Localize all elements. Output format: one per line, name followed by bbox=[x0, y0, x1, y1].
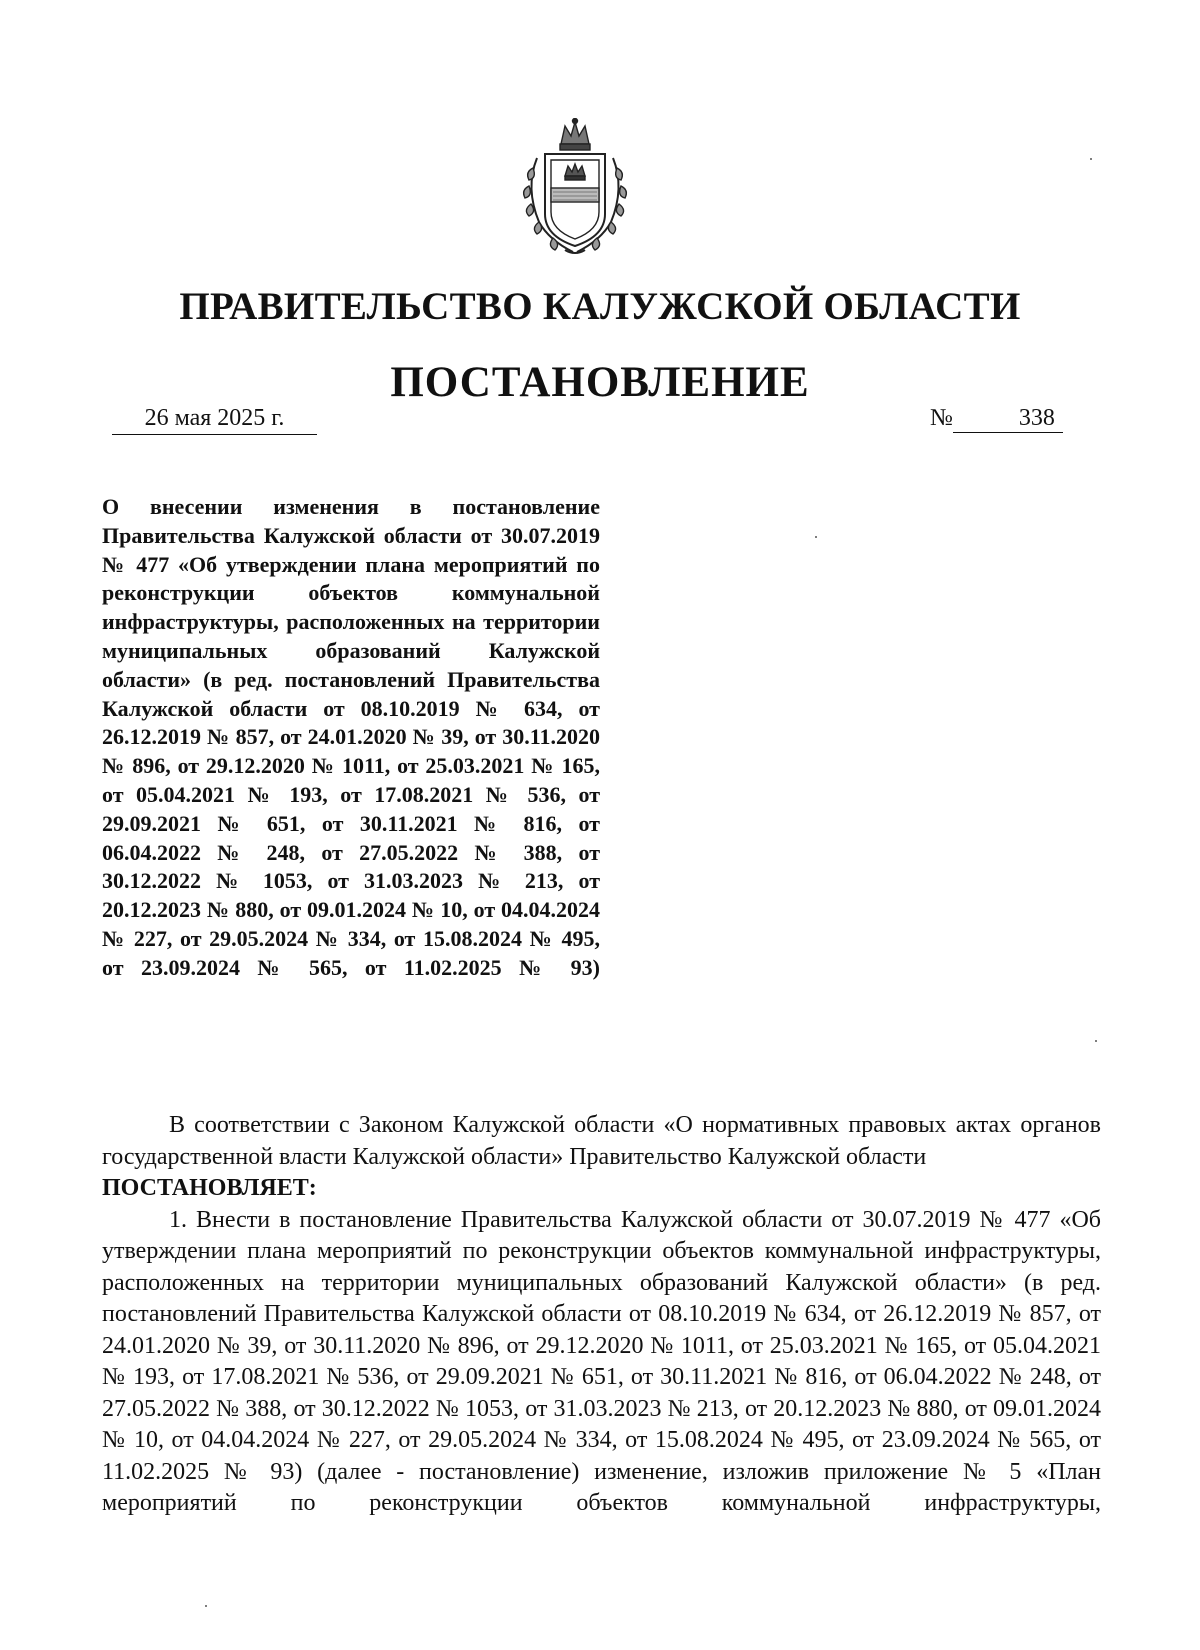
document-number: 338 bbox=[953, 405, 1063, 433]
resolves-word: ПОСТАНОВЛЯЕТ: bbox=[102, 1175, 317, 1201]
government-title: ПРАВИТЕЛЬСТВО КАЛУЖСКОЙ ОБЛАСТИ bbox=[179, 285, 1021, 328]
number-label: № bbox=[930, 405, 953, 431]
scan-speck bbox=[1095, 1040, 1097, 1042]
scan-speck bbox=[815, 536, 817, 538]
preamble-paragraph bbox=[102, 1110, 1101, 1205]
coat-of-arms-icon bbox=[515, 118, 635, 256]
document-number-field bbox=[930, 405, 1063, 433]
preamble-text: В соответствии с Законом Калужской области «О нормативных правовых актах органов государственной власти Калужской области» Правительство Калужской области bbox=[102, 1112, 1101, 1170]
document-date: 26 мая 2025 г. bbox=[112, 405, 317, 435]
scan-speck bbox=[205, 1605, 207, 1607]
item-1-paragraph: 1. Внести в постановление Правительства Калужской области от 30.07.2019 № 477 «Об утверждении плана мероприятий по реконструкции объектов коммунальной инфраструктуры, расположенных на территории муниципальных образований Калужской области» (в ред. постановлений Правительства Калужской области от 08.10.2019 № 634, от 26.12.2019 № 857, от 24.01.2020 № 39, от 30.11.2020 № 896, от 29.12.2020 № 1011, от 25.03.2021 № 165, от 05.04.2021 № 193, от 17.08.2021 № 536, от 29.09.2021 № 651, от 30.11.2021 № 816, от 06.04.2022 № 248, от 27.05.2022 № 388, от 30.12.2022 № 1053, от 31.03.2023 № 213, от 20.12.2023 № 880, от 09.01.2024 № 10, от 04.04.2024 № 227, от 29.05.2024 № 334, от 15.08.2024 № 495, от 23.09.2024 № 565, от 11.02.2025 № 93) (далее - постановление) изменение, изложив приложение № 5 «План мероприятий по реконструкции объектов коммунальной инфраструктуры, bbox=[102, 1206, 1101, 1516]
document-body bbox=[102, 1110, 1101, 1520]
document-type: ПОСТАНОВЛЕНИЕ bbox=[390, 359, 810, 406]
scan-speck bbox=[1090, 158, 1092, 160]
document-subject: О внесении изменения в постановление Правительства Калужской области от 30.07.2019 № 477 «Об утверждении плана мероприятий по реконструкции объектов коммунальной инфраструктуры, расположенных на территории муниципальных образований Калужской области» (в ред. постановлений Правительства Калужской области от 08.10.2019 № 634, от 26.12.2019 № 857, от 24.01.2020 № 39, от 30.11.2020 № 896, от 29.12.2020 № 1011, от 25.03.2021 № 165, от 05.04.2021 № 193, от 17.08.2021 № 536, от 29.09.2021 № 651, от 30.11.2021 № 816, от 06.04.2022 № 248, от 27.05.2022 № 388, от 30.12.2022 № 1053, от 31.03.2023 № 213, от 20.12.2023 № 880, от 09.01.2024 № 10, от 04.04.2024 № 227, от 29.05.2024 № 334, от 15.08.2024 № 495, от 23.09.2024 № 565, от 11.02.2025 № 93) bbox=[102, 494, 600, 980]
